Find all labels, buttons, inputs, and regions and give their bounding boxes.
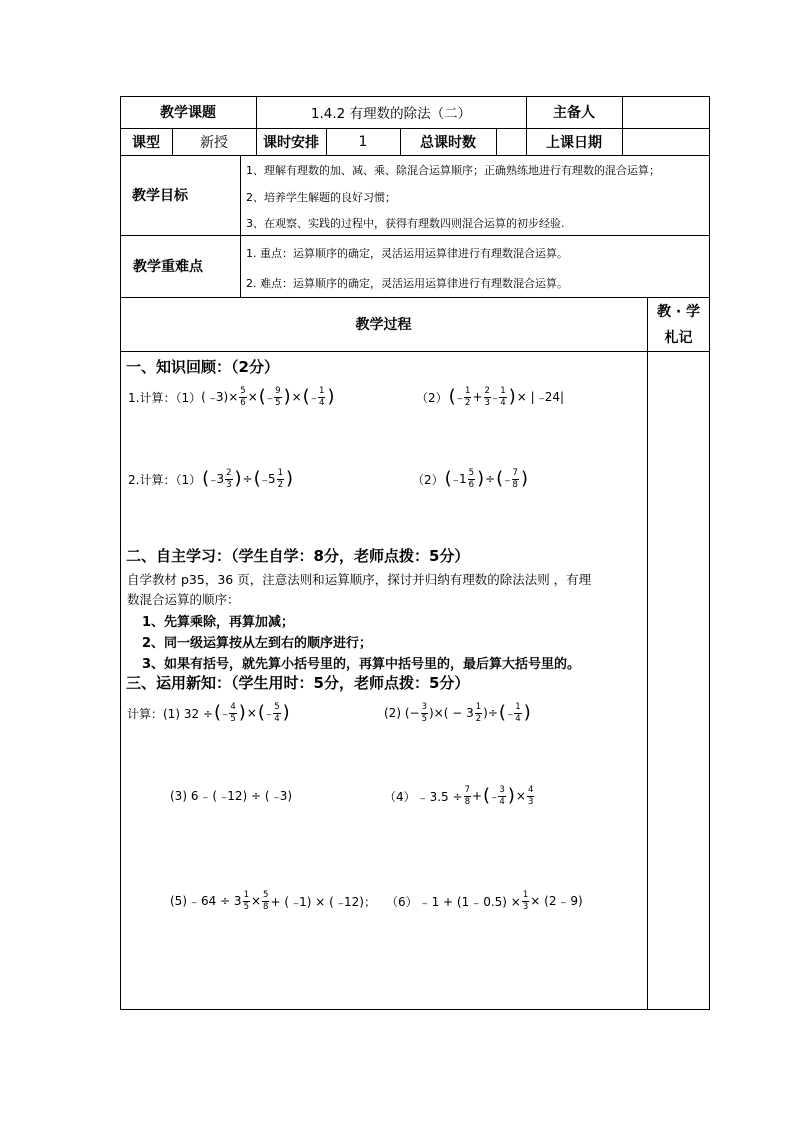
goals-label: 教学目标 [132, 188, 188, 204]
exercise-5: (5) ₋ 64 ÷ 3 $\frac{1}{5}$ × $\frac{5}{8}$ + ( ₋1) × ( ₋12)； [170, 890, 376, 912]
goal-item: 3、在观察、实践的过程中，获得有理数四则混合运算的初步经验. [246, 217, 565, 230]
exercise-3 [170, 783, 292, 809]
goal-item: 1、理解有理数的加、减、乘、除混合运算顺序；正确熟练地进行有理数的混合运算； [246, 164, 660, 177]
section-title: 二、自主学习：（学生自学：8分，老师点拨：5分） [126, 547, 470, 565]
review-question-1a: 1.计算：（1） ( ₋3)× $\frac{5}{6}$ × ( ₋ $\frac{9}{5}$ ) × ( ₋ $\frac{1}{4}$ ) [128, 386, 335, 408]
key-point-item: 1. 重点：运算顺序的确定，灵活运用运算律进行有理数混合运算。 [246, 247, 568, 260]
date-label: 上课日期 [546, 134, 602, 151]
preparer-label: 主备人 [553, 105, 595, 121]
section-title: 三、运用新知：（学生用时：5分，老师点拨：5分） [126, 674, 470, 692]
exercise-4: （4） ₋ 3.5 ÷ $\frac{7}{8}$ + ( ₋ $\frac{3}{4}$ ) × $\frac{4}{3}$ [384, 785, 534, 807]
exercise-text: (3) 6 ₋ ( ₋12) ÷ ( ₋3) [170, 789, 293, 803]
exercise-label: （4） ₋ 3.5 ÷ [384, 789, 463, 804]
row-divider [120, 351, 710, 352]
row-divider [120, 155, 710, 156]
type-value: 新授 [200, 134, 228, 151]
goal-item: 2、培养学生解题的良好习惯； [246, 191, 396, 204]
exercise-1: 计算：(1) 32 ÷ ( ₋ $\frac{4}{5}$ ) × ( ₋ $\frac{5}{4}$ ) [127, 702, 290, 724]
exercise-tail: + ( ₋1) × ( ₋12)； [270, 894, 376, 909]
date-value[interactable] [622, 128, 710, 155]
exercise-label: （6） ₋ 1 + (1 ₋ 0.5) × [386, 894, 521, 909]
review-question-2b: （2） ( ₋1 $\frac{5}{6}$ ) ÷ ( ₋ $\frac{7}{8}$ ) [412, 468, 528, 490]
section-title: 一、知识回顾：（2分） [126, 358, 279, 376]
lesson-title: 1.4.2 有理数的除法（二） [310, 106, 472, 122]
notes-label: 札记 [664, 330, 693, 346]
rule-item: 1、先算乘除，再算加减； [142, 615, 295, 630]
schedule-value: 1 [358, 133, 368, 150]
total-label: 总课时数 [420, 134, 476, 151]
notes-column-divider [647, 297, 648, 1010]
rule-item: 2、同一级运算按从左到右的顺序进行； [142, 636, 373, 651]
notes-label: 教 · 学 [656, 304, 701, 320]
question-label: （2） [412, 472, 444, 487]
paragraph-line: 数混合运算的顺序： [127, 592, 240, 607]
schedule-label: 课时安排 [263, 134, 319, 151]
preparer-value[interactable] [622, 96, 710, 128]
question-label: 1.计算：（1） [128, 390, 202, 405]
key-point-item: 2. 难点：运算顺序的确定，灵活运用运算律进行有理数混合运算。 [246, 277, 568, 290]
review-question-1b: （2） ( ₋ $\frac{1}{2}$ + $\frac{2}{3}$ ₋ $\frac{1}{4}$ ) × | ₋24| [416, 386, 565, 408]
exercise-6: （6） ₋ 1 + (1 ₋ 0.5) × $\frac{1}{3}$ × (2 ₋ 9) [386, 890, 583, 912]
exercise-2: (2) ( − $\frac{3}{5}$ )×( − 3 $\frac{1}{2}$ )÷ ( ₋ $\frac{1}{4}$ ) [384, 702, 531, 724]
question-label: 2.计算：（1） [128, 472, 202, 487]
process-label: 教学过程 [355, 317, 412, 333]
exercise-label: 计算：(1) 32 ÷ [127, 706, 213, 721]
exercise-label: (5) ₋ 64 ÷ 3 [170, 894, 242, 908]
type-label: 课型 [132, 134, 160, 151]
question-label: （2） [416, 390, 448, 405]
lesson-label: 教学课题 [160, 105, 216, 121]
paragraph-line: 自学教材 p35，36 页，注意法则和运算顺序，探讨并归纳有理数的除法法则 ，有理 [127, 572, 592, 587]
col-divider [240, 155, 241, 297]
exercise-label: (2) ( [384, 706, 410, 720]
key-points-label: 教学重难点 [133, 259, 203, 275]
rule-item: 3、如果有括号，就先算小括号里的，再算中括号里的，最后算大括号里的。 [142, 657, 581, 672]
exercise-tail: × (2 ₋ 9) [530, 894, 583, 908]
review-question-2a: 2.计算：（1） ( ₋3 $\frac{2}{3}$ ) ÷ ( ₋5 $\frac{1}{2}$ ) [128, 468, 294, 490]
total-value[interactable] [496, 128, 526, 155]
